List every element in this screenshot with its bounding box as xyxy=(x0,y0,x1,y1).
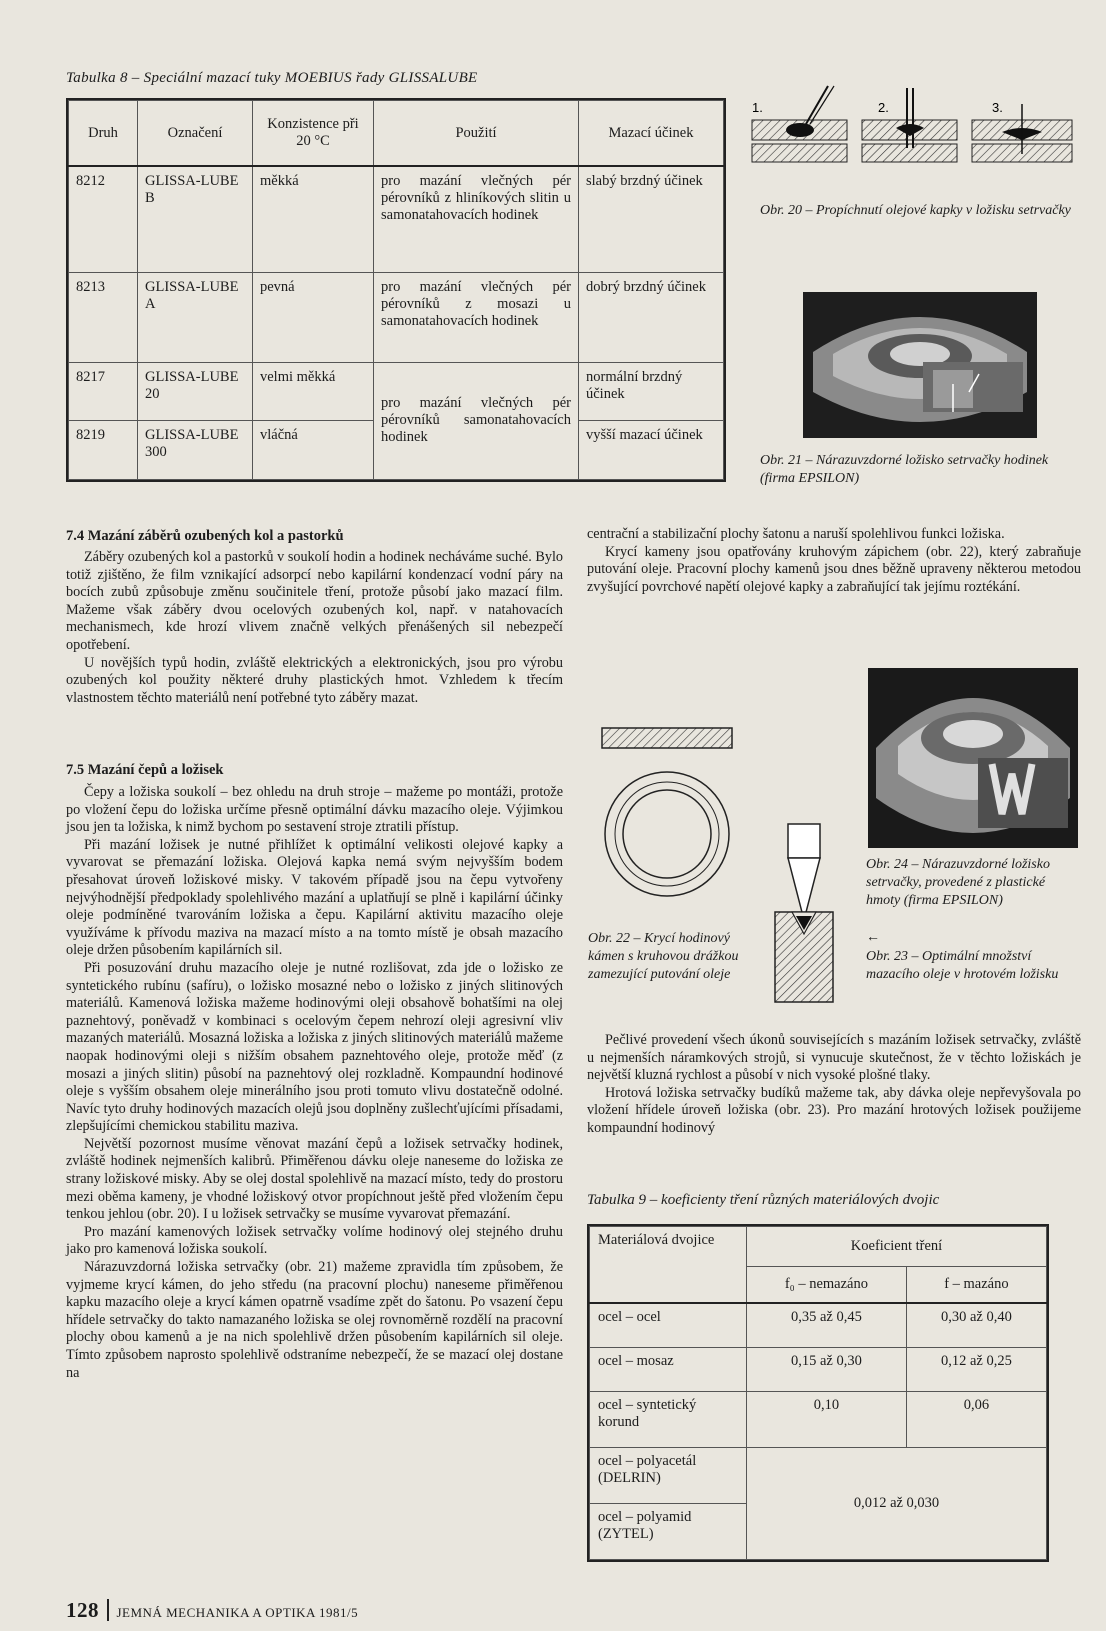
table9-caption: Tabulka 9 – koeficienty tření různých materiálových dvojic xyxy=(587,1192,940,1208)
cell-pair: ocel – syntetický korund xyxy=(590,1392,747,1448)
table-row xyxy=(590,1303,1047,1348)
figure-22-drawing xyxy=(600,722,740,922)
paragraph: Pro mazání kamenových ložisek setrvačky volíme hodinový olej stejného druhu jako pro kamenová ložiska soukolí. xyxy=(66,1223,563,1258)
paragraph: Nárazuvzdorná ložiska setrvačky (obr. 21) mažeme zpravidla tím způsobem, že vyjmeme krycí kámen, do jeho středu (na pracovní plochu) naneseme přiměřenou kapku mazacího oleje a krycí kámen opatrně vsadíme zpět do šatonu. Po vsazení čepu hřídele setrvačky do takto namazaného ložiska se olej rovnoměrně rozdělí na pracovní plochy obou kamenů a je na nich spolehlivě držen působením kapilárních sil oleje. Tímto způsobem naprosto spolehlivě odstraníme nebezpečí, že se mazací olej dostane na xyxy=(66,1259,563,1381)
figure-23-drawing xyxy=(770,820,840,1005)
table8-header-pouziti: Použití xyxy=(374,101,579,167)
page-footer xyxy=(66,1598,358,1623)
table-row xyxy=(590,1347,1047,1391)
figure-21-photo xyxy=(803,292,1037,438)
figure-21-svg xyxy=(803,292,1037,438)
section-7-5-heading: 7.5 Mazání čepů a ložisek xyxy=(66,762,224,778)
fig20-stage-3 xyxy=(972,104,1072,162)
cell-pouziti: pro mazání vlečných pér pérovníků z mosazi u samonatahovacích hodinek xyxy=(374,272,579,362)
table-row xyxy=(590,1448,1047,1504)
paragraph: Při posuzování druhu mazacího oleje je nutné rozlišovat, zda jde o ložisko ze syntetického rubínu (safíru), o ložisko mosazné nebo o ložisko z jiných slitinových materiálů. Kamenová ložiska mažeme hodinovými oleji obsahově bohatšími na olej paznehtový, poněvadž v kombinaci s ocelovým čepem nehrozí oleji agresivní vliv mazaných materiálů. Mosazná ložiska a ložiska z jiných slitinových materiálů mažeme naopak hodinovými oleji s nižším obsahem paznehtového oleje, protože měď (z mosazi a jiných slitin) působí na paznehtový olej rozkladně. Kompaundní hodinové oleje s vyšším obsahem oleje minerálního jsou proti tomuto vlivu dostatečně odolné. Navíc tyto druhy hodinových mazacích olejů jsou doplněny zušlechťujícími přísadami, zlepšujícími chemickou stabilitu maziva. xyxy=(66,959,563,1135)
cell-druh: 8217 xyxy=(69,362,138,420)
figure-22-caption: Obr. 22 – Krycí hodinový kámen s kruhovou drážkou zamezující putování oleje xyxy=(588,931,739,982)
figure-23-svg xyxy=(770,820,840,1005)
journal-name: JEMNÁ MECHANIKA A OPTIKA 1981/5 xyxy=(116,1605,359,1620)
cell-konzistence: pevná xyxy=(253,272,374,362)
paragraph: Krycí kameny jsou opatřovány kruhovým zápichem (obr. 22), který zabraňuje putování oleje. Pracovní plochy kamenů jsou dnes běžně upraveny některou metodou zvyšující povrchové napětí olejové kapky a zabraňující tak jejímu roztékání. xyxy=(587,543,1081,595)
figure-20-caption: Obr. 20 – Propíchnutí olejové kapky v ložisku setrvačky xyxy=(760,203,1071,218)
paragraph: U novějších typů hodin, zvláště elektrických a elektronických, jsou pro výrobu ozubených kol použity některé druhy plastických hmot. Vzhledem k třecím vlastnostem těchto materiálů není potřebné tyto záběry mazat. xyxy=(66,654,563,706)
cell-konzistence: vláčná xyxy=(253,420,374,480)
paragraph: centrační a stabilizační plochy šatonu a naruší spolehlivou funkci ložiska. xyxy=(587,526,1005,542)
table9-header-coef: Koeficient tření xyxy=(747,1227,1047,1267)
cell-merged: 0,012 až 0,030 xyxy=(747,1448,1047,1560)
footer-divider xyxy=(107,1599,109,1621)
cell-druh: 8213 xyxy=(69,272,138,362)
table-row xyxy=(69,362,724,420)
figure-21-caption: Obr. 21 – Nárazuvzdorné ložisko setrvačky hodinek (firma EPSILON) xyxy=(760,453,1049,486)
cell-f: 0,30 až 0,40 xyxy=(906,1303,1046,1348)
cell-f0: 0,10 xyxy=(747,1392,907,1448)
cell-ucinek: vyšší mazací účinek xyxy=(579,420,724,480)
table9-header-f: f – mazáno xyxy=(906,1267,1046,1303)
figure-23-caption: Obr. 23 – Optimální množství mazacího oleje v hrotovém ložisku xyxy=(866,949,1059,982)
paragraph: Hrotová ložiska setrvačky budíků mažeme tak, aby dávka oleje nepřevyšovala po vložení hřídele úroveň ložiska (obr. 23). Pro mazání hrotových ložisek použijeme kompaundní hodinový xyxy=(587,1084,1081,1136)
right-column-text-bottom xyxy=(587,1032,1081,1138)
cell-f0: 0,35 až 0,45 xyxy=(747,1303,907,1348)
page-number: 128 xyxy=(66,1598,99,1622)
table8-header-druh: Druh xyxy=(69,101,138,167)
figure-24-svg xyxy=(868,668,1078,848)
cell-ucinek: normální brzdný účinek xyxy=(579,362,724,420)
table-row xyxy=(69,166,724,272)
figure-24-caption: Obr. 24 – Nárazuvzdorné ložisko setrvačky, provedené z plastické hmoty (firma EPSILON) xyxy=(866,857,1050,908)
cell-oznaceni: GLISSA-LUBE 300 xyxy=(138,420,253,480)
table8 xyxy=(66,98,726,482)
figure-20-drawing xyxy=(750,82,1080,182)
fig20-stage-1 xyxy=(752,86,847,162)
paragraph: Záběry ozubených kol a pastorků v soukolí hodin a hodinek necháváme suché. Bylo totiž zjištěno, že film vznikající adsorpcí nebo kapilární kondenzací vodní páry na bocích zubů způsobuje změnu součinitele tření, protože působí jako mazací film. Mažeme však záběry dvou ocelových ozubených kol, např. v natahovacích mechanismech, kde hrozí vlivem značně velkých přenášených sil nebezpečí opotřebení. xyxy=(66,549,563,653)
fig20-label-2: 2. xyxy=(878,100,889,115)
table8-header-oznaceni: Označení xyxy=(138,101,253,167)
table-row xyxy=(590,1392,1047,1448)
table9-header-row xyxy=(590,1227,1047,1267)
cell-pouziti-merged: pro mazání vlečných pér pérovníků samonatahovacích hodinek xyxy=(374,362,579,480)
table8-header-ucinek: Mazací účinek xyxy=(579,101,724,167)
section-7-4-text xyxy=(66,549,563,707)
cell-konzistence: velmi měkká xyxy=(253,362,374,420)
cell-pair: ocel – ocel xyxy=(590,1303,747,1348)
arrow-left-icon: ← xyxy=(866,930,880,945)
table8-caption: Tabulka 8 – Speciální mazací tuky MOEBIUS řady GLISSALUBE xyxy=(66,70,478,86)
cell-pouziti: pro mazání vlečných pér pérovníků z hliníkových slitin u samonatahovacích hodinek xyxy=(374,166,579,272)
paragraph: Největší pozornost musíme věnovat mazání čepů a ložisek setrvačky hodinek, zvláště hodinek nejmenších kalibrů. Přiměřenou dávku oleje naneseme do ložiska ze strany ložiskové misky. Aby se olej dostal spolehlivě na mazací místo, tedy do prostoru mezi oběma kameny, je vhodné ložiskový otvor propíchnout ještě před vložením čepu tenkou jehlou (obr. 20). I u ložisek setrvačky se musíme vyvarovat přemazání. xyxy=(66,1135,563,1223)
table9 xyxy=(587,1224,1049,1562)
cell-pair: ocel – mosaz xyxy=(590,1347,747,1391)
fig20-label-1: 1. xyxy=(752,100,763,115)
section-7-5-text xyxy=(66,784,563,1382)
table8-header-konzistence: Konzistence při 20 °C xyxy=(253,101,374,167)
paragraph: Pečlivé provedení všech úkonů souvisejících s mazáním ložisek setrvačky, zvláště u nejmenších náramkových strojů, si vynucuje skutečnost, že v těchto ložiskách je největší kluzná rychlost a působí v nich vysoké plošné tlaky. xyxy=(587,1032,1081,1084)
right-column-text-top xyxy=(587,526,1081,596)
figure-22-svg xyxy=(600,722,740,922)
fig20-label-3: 3. xyxy=(992,100,1003,115)
cell-druh: 8219 xyxy=(69,420,138,480)
cell-ucinek: dobrý brzdný účinek xyxy=(579,272,724,362)
cell-f: 0,06 xyxy=(906,1392,1046,1448)
fig20-stage-2 xyxy=(862,88,957,162)
figure-20-svg xyxy=(750,82,1080,182)
cell-pair: ocel – polyamid (ZYTEL) xyxy=(590,1504,747,1560)
paragraph: Při mazání ložisek je nutné přihlížet k optimální velikosti olejové kapky a vyvarovat se přemazání ložiska. Olejová kapka nemá svým nejvyšším bodem přesahovat úroveň ložiskové misky. V takovém případě jsou na čepu vytvořeny nejvýhodnější předpoklady spolehlivého mazání a uplatňují se plně i kapilární účinky oleje podmíněné tvarováním ložiska a čepu. Kapilární aktivitu mazacího oleje využíváme k přívodu maziva na mazací místo a na tomto místě je obsah mazacího oleje držen působením kapilárních sil. xyxy=(66,836,563,959)
cell-konzistence: měkká xyxy=(253,166,374,272)
cell-oznaceni: GLISSA-LUBE B xyxy=(138,166,253,272)
cell-oznaceni: GLISSA-LUBE A xyxy=(138,272,253,362)
section-7-4-heading: 7.4 Mazání záběrů ozubených kol a pastorků xyxy=(66,528,344,544)
table9-header-pair: Materiálová dvojice xyxy=(590,1227,747,1303)
figure-24-photo xyxy=(868,668,1078,848)
cell-f0: 0,15 až 0,30 xyxy=(747,1347,907,1391)
cell-druh: 8212 xyxy=(69,166,138,272)
cell-f: 0,12 až 0,25 xyxy=(906,1347,1046,1391)
table8-header-row xyxy=(69,101,724,167)
paragraph: Čepy a ložiska soukolí – bez ohledu na druh stroje – mažeme po montáži, protože po vložení čepu do ložiska určíme přesně optimální dávku mazacího oleje. Výjimkou jsou jen ta ložiska, k nimž bychom po sestavení stroje ztratili přístup. xyxy=(66,784,563,836)
cell-pair: ocel – polyacetál (DELRIN) xyxy=(590,1448,747,1504)
table-row xyxy=(69,272,724,362)
cell-ucinek: slabý brzdný účinek xyxy=(579,166,724,272)
cell-oznaceni: GLISSA-LUBE 20 xyxy=(138,362,253,420)
table9-header-f0: f₀ – nemazáno xyxy=(747,1267,907,1303)
